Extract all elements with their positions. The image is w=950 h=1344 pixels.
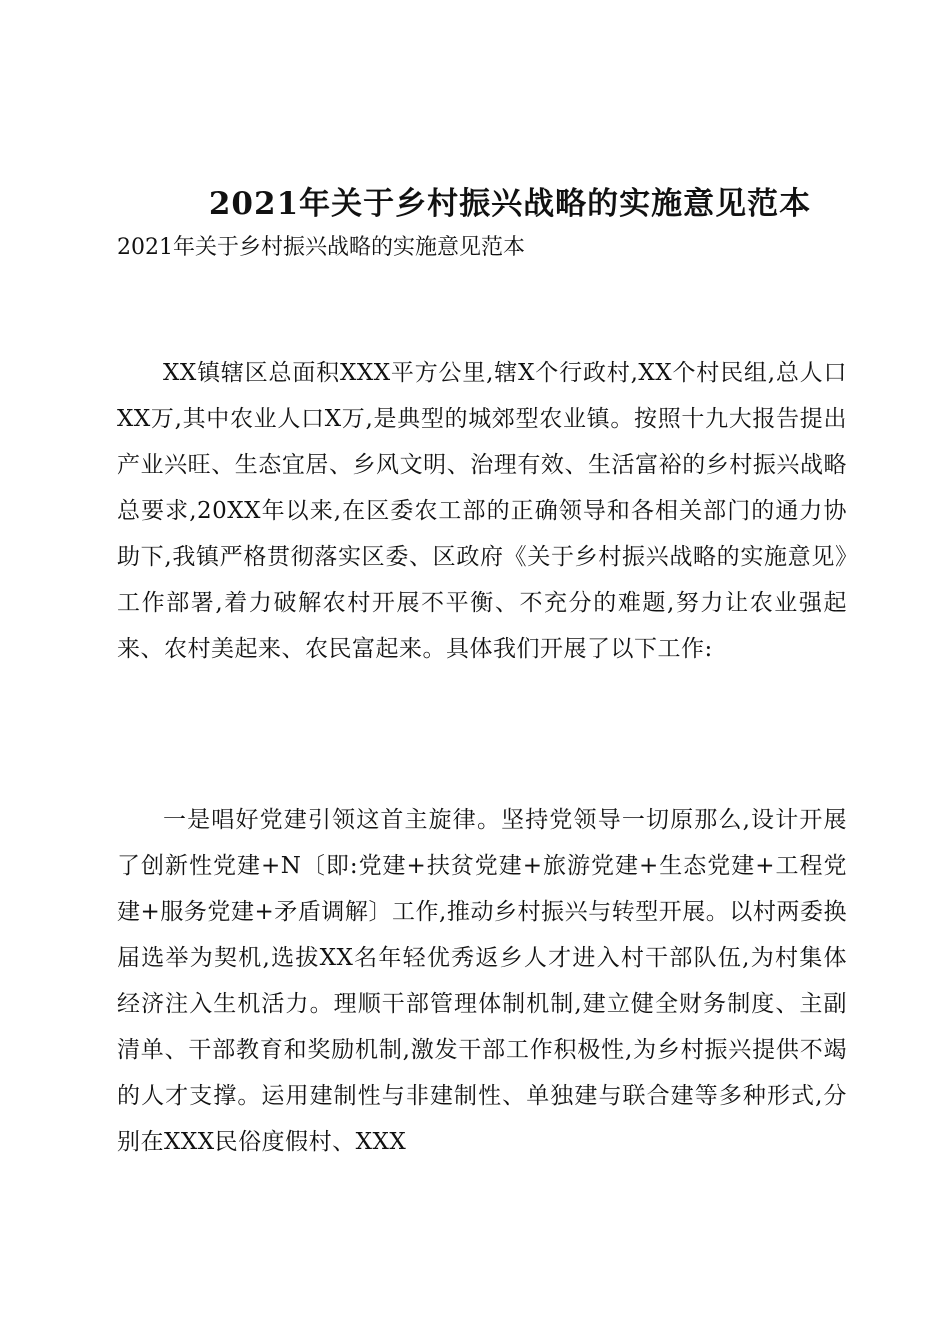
document-subtitle: 2021年关于乡村振兴战略的实施意见范本 [117, 235, 525, 260]
body-paragraph: 一是唱好党建引领这首主旋律。坚持党领导一切原那么,设计开展了创新性党建+N〔即:党建+扶贫党建+旅游党建+生态党建+工程党建+服务党建+矛盾调解〕工作,推动乡村振兴与转型开展。以村两委换届选举为契机,选拔XX名年轻优秀返乡人才进入村干部队伍,为村集体经济注入生机活力。理顺干部管理体制机制,建立健全财务制度、主副清单、干部教育和奖励机制,激发干部工作积极性,为乡村振兴提供不竭的人才支撑。运用建制性与非建制性、单独建与联合建等多种形式,分别在XXX民俗度假村、XXX [117, 807, 847, 1155]
body-paragraph: XX镇辖区总面积XXX平方公里,辖X个行政村,XX个村民组,总人口XX万,其中农业人口X万,是典型的城郊型农业镇。按照十九大报告提出产业兴旺、生态宜居、乡风文明、治理有效、生活富裕的乡村振兴战略总要求,20XX年以来,在区委农工部的正确领导和各相关部门的通力协助下,我镇严格贯彻落实区委、区政府《关于乡村振兴战略的实施意见》工作部署,着力破解农村开展不平衡、不充分的难题,努力让农业强起来、农村美起来、农民富起来。具体我们开展了以下工作: [117, 360, 847, 662]
document-title: 2021年关于乡村振兴战略的实施意见范本 [208, 186, 812, 222]
